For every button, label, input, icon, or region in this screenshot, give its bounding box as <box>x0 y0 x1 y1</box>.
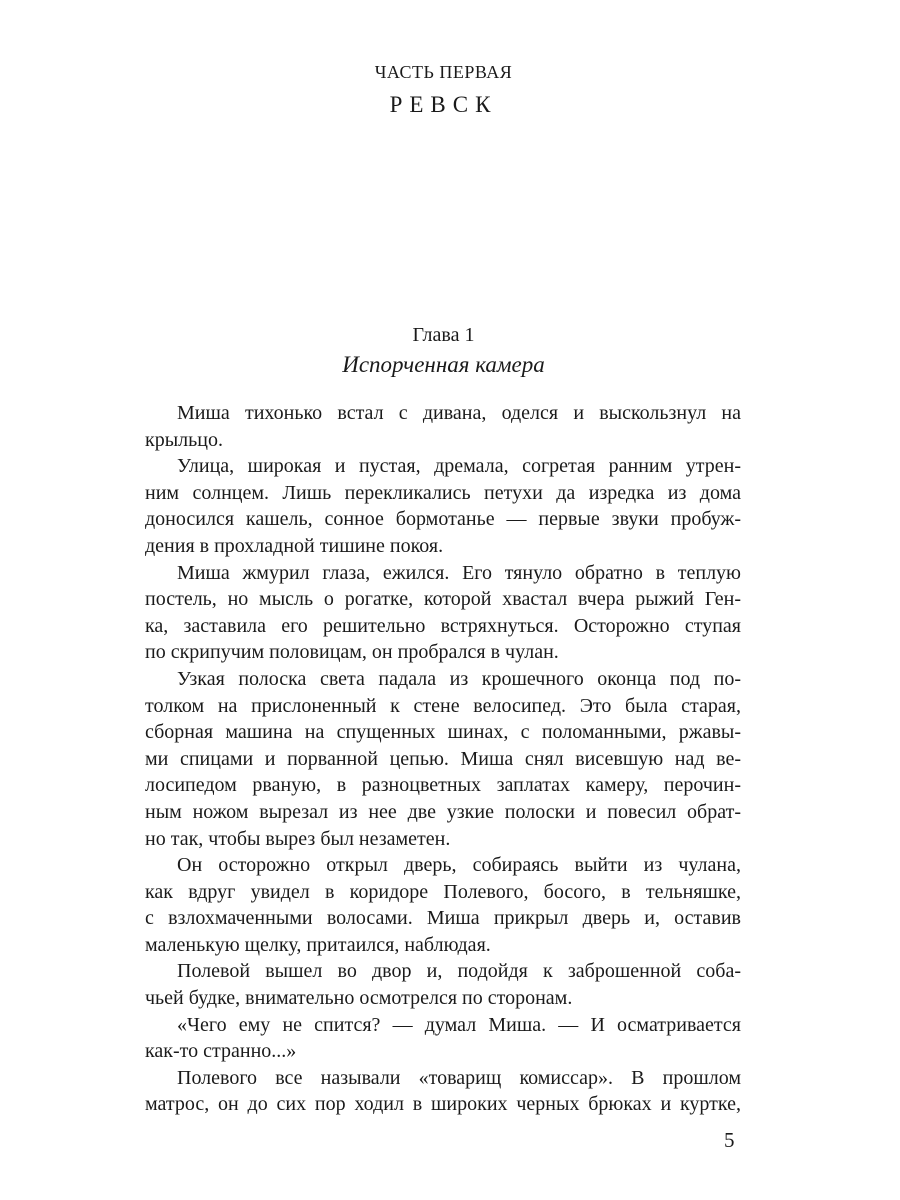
chapter-label: Глава 1 <box>412 324 475 346</box>
text-line: с взлохмаченными волосами. Миша прикрыл дверь и, оставив <box>145 907 741 930</box>
text-line: но так, чтобы вырез был незаметен. <box>145 827 451 850</box>
text-line: постель, но мысль о рогатке, которой хвастал вчера рыжий Ген- <box>145 588 741 611</box>
text-line: Миша тихонько встал с дивана, оделся и выскользнул на <box>177 402 741 424</box>
text-line: чьей будке, внимательно осмотрелся по сторонам. <box>145 987 573 1010</box>
part-title: РЕВСК <box>389 92 498 117</box>
text-line: доносился кашель, сонное бормотанье — первые звуки пробуж- <box>145 508 741 531</box>
chapter-body <box>145 400 741 1118</box>
text-line: Узкая полоска света падала из крошечного оконца под по- <box>177 667 741 690</box>
text-line: дения в прохладной тишине покоя. <box>145 534 444 557</box>
text-line: как вдруг увидел в коридоре Полевого, босого, в тельняшке, <box>145 880 741 903</box>
text-line: Улица, широкая и пустая, дремала, согретая ранним утрен- <box>177 455 741 478</box>
page-number: 5 <box>724 1128 735 1152</box>
text-line: ми спицами и порванной цепью. Миша снял висевшую над ве- <box>145 747 741 770</box>
text-line: маленькую щелку, притаился, наблюдая. <box>145 933 491 956</box>
chapter-title: Испорченная камера <box>342 352 545 377</box>
text-line: Миша жмурил глаза, ежился. Его тянуло обратно в теплую <box>177 561 741 584</box>
text-line: сборная машина на спущенных шинах, с поломанными, ржавы- <box>145 721 741 744</box>
text-line: Полевой вышел во двор и, подойдя к заброшенной соба- <box>177 960 741 983</box>
part-label: ЧАСТЬ ПЕРВАЯ <box>374 62 513 82</box>
text-line: лосипедом рваную, в разноцветных заплатах камеру, перочин- <box>145 774 741 797</box>
text-line: по скрипучим половицам, он пробрался в чулан. <box>145 641 559 664</box>
text-line: ним солнцем. Лишь перекликались петухи да изредка из дома <box>145 481 741 504</box>
text-line: Он осторожно открыл дверь, собираясь выйти из чулана, <box>177 854 741 877</box>
text-line: ным ножом вырезал из нее две узкие полоски и повесил обрат- <box>145 800 741 823</box>
text-line: как-то странно...» <box>145 1040 297 1063</box>
text-line: ка, заставила его решительно встряхнуться. Осторожно ступая <box>145 614 741 637</box>
text-line: Полевого все называли «товарищ комиссар». В прошлом <box>177 1066 741 1089</box>
text-line: толком на прислоненный к стене велосипед. Это была старая, <box>145 694 741 717</box>
text-line: матрос, он до сих пор ходил в широких черных брюках и куртке, <box>145 1093 741 1116</box>
text-line: «Чего ему не спится? — думал Миша. — И осматривается <box>177 1013 741 1036</box>
text-line: крыльцо. <box>145 428 223 451</box>
